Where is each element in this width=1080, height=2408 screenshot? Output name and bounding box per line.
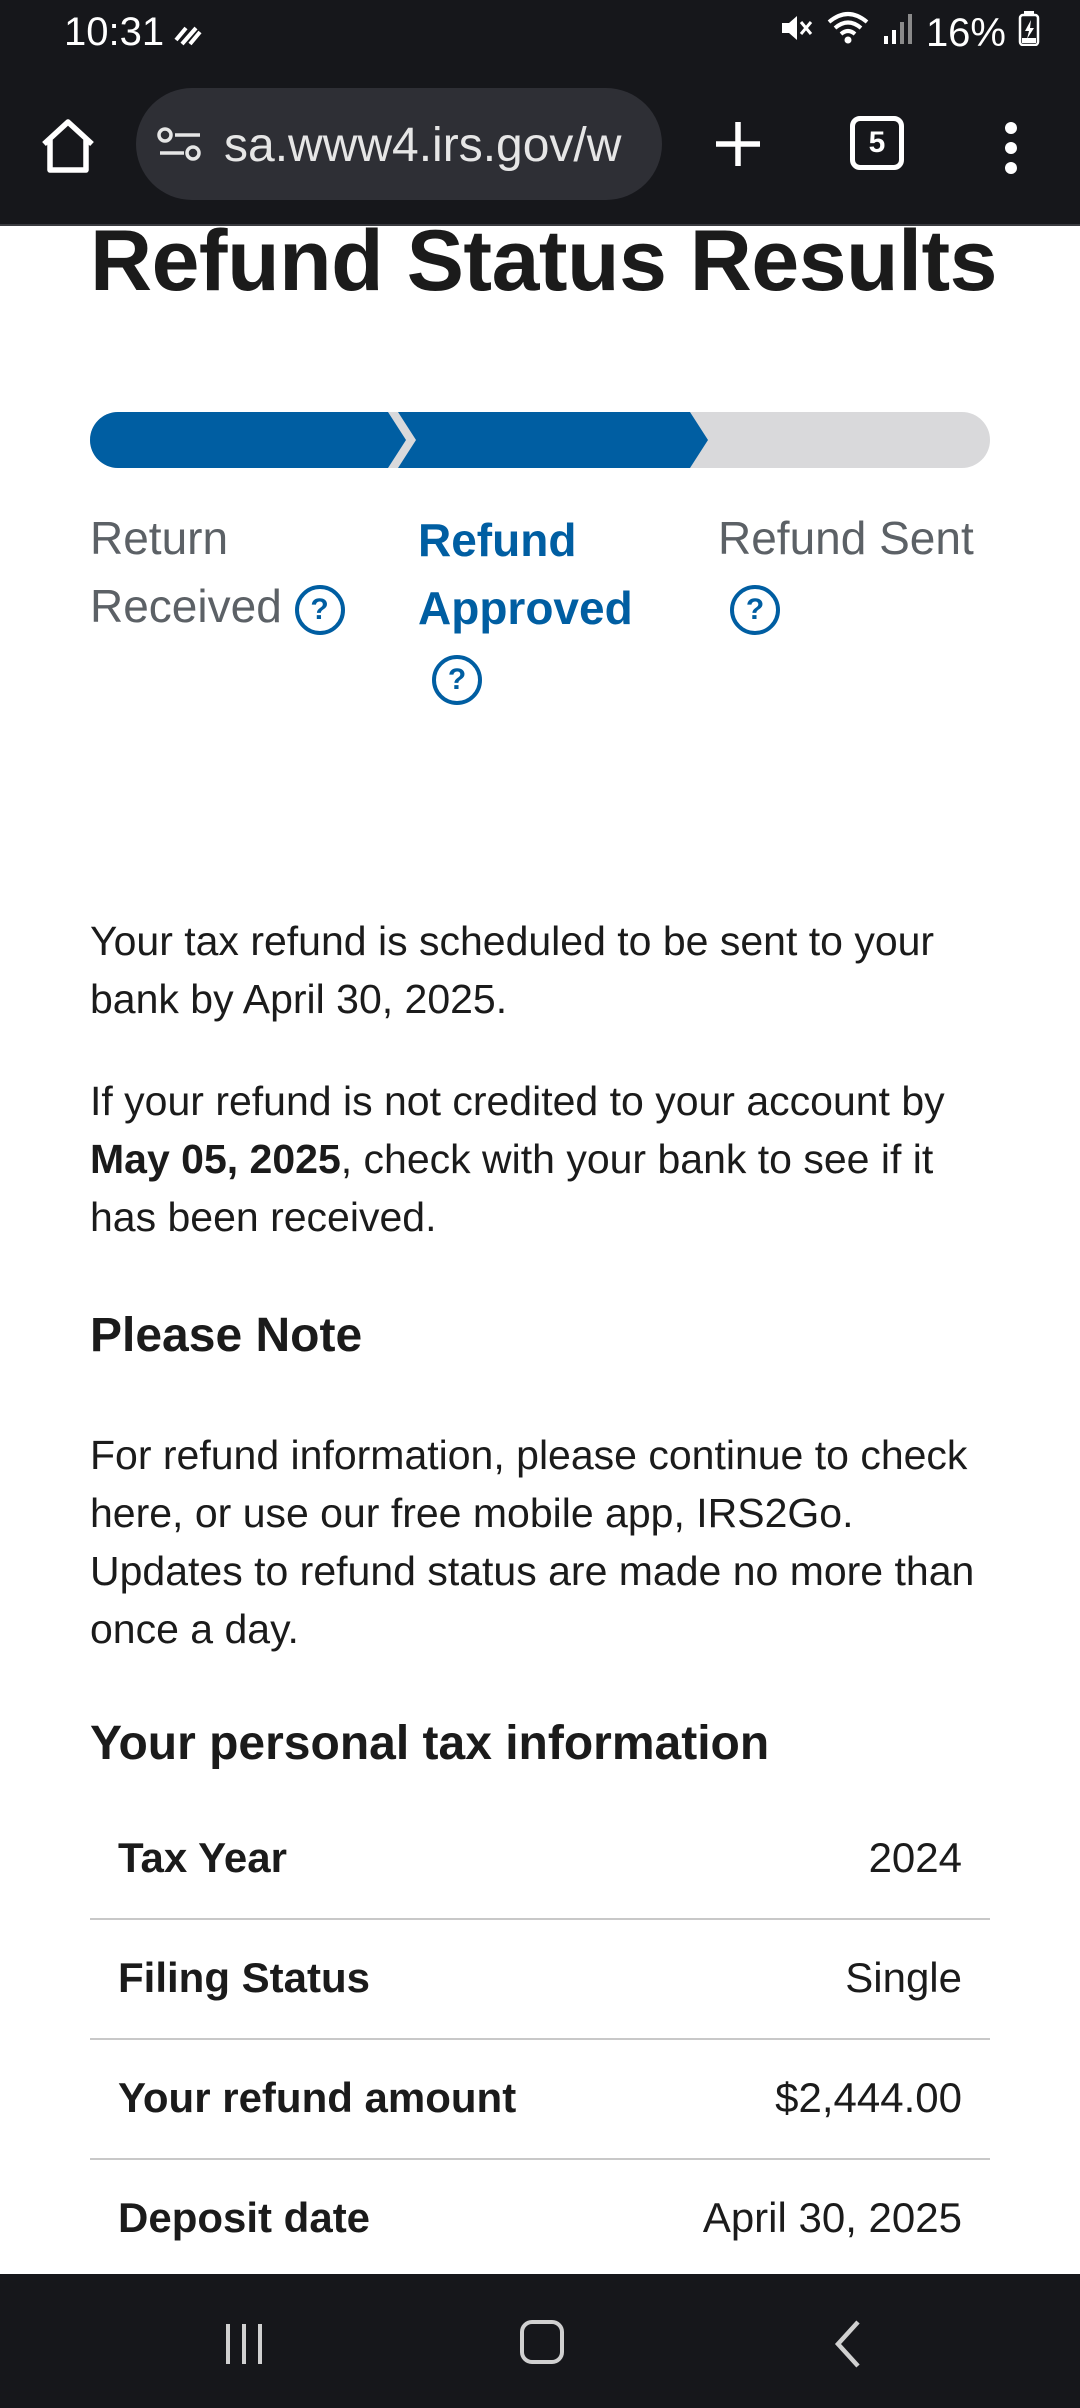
page-content — [0, 226, 1080, 2274]
note-text: For refund information, please continue to check here, or use our free mobile app, IRS2Go. Updates to refund status are made no more than once a day. — [90, 1432, 975, 1652]
credit-deadline-date: May 05, 2025 — [90, 1136, 341, 1182]
wifi-icon — [826, 10, 870, 56]
recents-button[interactable] — [222, 2322, 266, 2366]
address-bar[interactable] — [136, 88, 662, 200]
battery-percent: 16% — [925, 10, 1006, 55]
mute-icon — [778, 10, 814, 56]
refund-schedule-message: Your tax refund is scheduled to be sent to your bank by April 30, 2025. — [90, 918, 935, 1022]
note-heading: Please Note — [90, 1309, 363, 1362]
home-icon — [34, 112, 102, 180]
nav-home-button[interactable] — [520, 2320, 564, 2364]
progress-step-1 — [90, 412, 406, 468]
help-icon[interactable]: ? — [730, 585, 780, 635]
back-button[interactable] — [832, 2318, 862, 2370]
help-icon[interactable]: ? — [432, 655, 482, 705]
system-nav-bar — [0, 2274, 1080, 2408]
more-vert-icon — [996, 114, 1026, 182]
browser-toolbar — [0, 72, 1080, 226]
step-return-received: Return Received ? — [90, 504, 345, 640]
tax-info-heading: Your personal tax information — [90, 1717, 770, 1770]
tab-switcher-button[interactable]: 5 — [850, 116, 904, 170]
status-bar — [0, 0, 1080, 72]
step-refund-approved: Refund Approved ? — [418, 506, 633, 710]
back-icon — [832, 2318, 862, 2370]
page-title: Refund Status Results — [90, 226, 997, 309]
new-tab-button[interactable] — [704, 110, 772, 178]
step-refund-sent: Refund Sent ? — [718, 504, 974, 640]
notification-icon — [172, 20, 204, 55]
tax-info-table — [90, 1800, 990, 2274]
site-settings-icon[interactable] — [156, 126, 204, 167]
progress-step-2 — [398, 412, 708, 468]
table-row: Deposit date April 30, 2025 — [90, 2160, 990, 2274]
table-row: Your refund amount $2,444.00 — [90, 2040, 990, 2160]
table-row: Filing Status Single — [90, 1920, 990, 2040]
recents-icon — [222, 2322, 266, 2366]
battery-charging-icon — [1018, 10, 1040, 56]
help-icon[interactable]: ? — [295, 585, 345, 635]
status-time: 10:31 — [64, 10, 165, 54]
home-button[interactable] — [34, 112, 102, 180]
plus-icon — [704, 110, 772, 178]
signal-icon — [882, 10, 914, 56]
table-row: Tax Year 2024 — [90, 1800, 990, 1920]
url-text: sa.www4.irs.gov/w — [224, 119, 622, 172]
refund-progress-bar — [90, 412, 990, 468]
refund-credit-message: If your refund is not credited to your account by May 05, 2025, check with your bank to see if it has been received. — [90, 1078, 945, 1240]
more-menu-button[interactable] — [996, 114, 1026, 182]
